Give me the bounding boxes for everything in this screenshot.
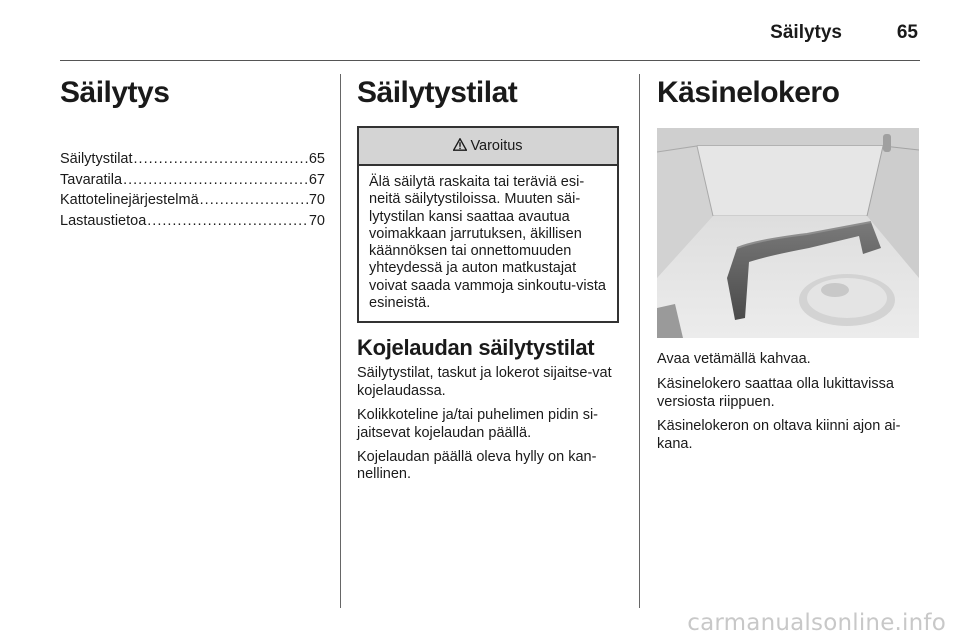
column-chapter-contents	[60, 70, 325, 231]
body-paragraph: Käsinelokeron on oltava kiinni ajon ai-kana.	[657, 418, 901, 453]
column-divider	[340, 74, 341, 608]
toc-leader-dots	[123, 170, 308, 191]
warning-text: Älä säilytä raskaita tai teräviä esi-neitä säilytystiloissa. Muuten säi-lytystilan kansi saattaa avautua voimakkaan jarrutuksen, äkillisen käännöksen tai onnettomuuden yhteydessä ja auton matkustajat voivat saada vammoja sinkoutu-vista esineistä.	[369, 174, 606, 312]
toc-entry-title: Lastaustietoa	[60, 212, 147, 229]
subsection-heading: Kojelaudan säilytystilat	[357, 335, 595, 361]
body-paragraph: Säilytystilat, taskut ja lokerot sijaitse-vat kojelaudassa.	[357, 365, 612, 399]
toc-entry-title: Tavaratila	[60, 171, 123, 188]
toc-entry-title: Säilytystilat	[60, 151, 133, 167]
toc-entry-page: 65	[308, 151, 325, 167]
glovebox-text	[657, 351, 921, 454]
glovebox-photo	[657, 128, 919, 338]
column-divider	[639, 74, 640, 608]
running-header	[0, 0, 960, 60]
body-paragraph: Käsinelokero saattaa olla lukittavissa versiosta riippuen.	[657, 375, 894, 410]
toc-entry-page: 70	[308, 192, 325, 208]
warning-title: Varoitus	[470, 138, 523, 154]
toc-leader-dots	[147, 211, 308, 232]
page-number: 65	[896, 22, 918, 43]
toc-entry[interactable]	[60, 170, 325, 191]
toc-entry-page: 70	[308, 212, 325, 229]
header-rule	[60, 60, 920, 61]
watermark: carmanualsonline.info	[687, 610, 946, 636]
toc-entry-title: Kattotelinejärjestelmä	[60, 192, 199, 208]
warning-triangle-icon	[453, 138, 467, 154]
body-paragraph: Avaa vetämällä kahvaa.	[657, 351, 811, 367]
body-paragraph: Kolikkoteline ja/tai puhelimen pidin si-jaitsevat kojelaudan päällä.	[357, 407, 598, 441]
section-heading: Säilytystilat	[357, 76, 518, 109]
body-paragraph: Kojelaudan päällä oleva hylly on kan-nellinen.	[357, 449, 597, 483]
column-glovebox	[657, 70, 921, 461]
toc-entry[interactable]	[60, 211, 325, 232]
section-heading: Käsinelokero	[657, 76, 840, 109]
chapter-heading: Säilytys	[60, 76, 170, 109]
toc-leader-dots	[200, 190, 308, 211]
column-storage	[357, 70, 623, 491]
toc-entry-page: 67	[308, 171, 325, 188]
warning-header	[359, 128, 617, 166]
toc-leader-dots	[134, 149, 308, 170]
warning-box	[357, 126, 619, 323]
running-title: Säilytys	[770, 22, 842, 43]
toc-entry[interactable]	[60, 149, 325, 170]
toc-entry[interactable]	[60, 190, 325, 211]
table-of-contents	[60, 149, 325, 231]
